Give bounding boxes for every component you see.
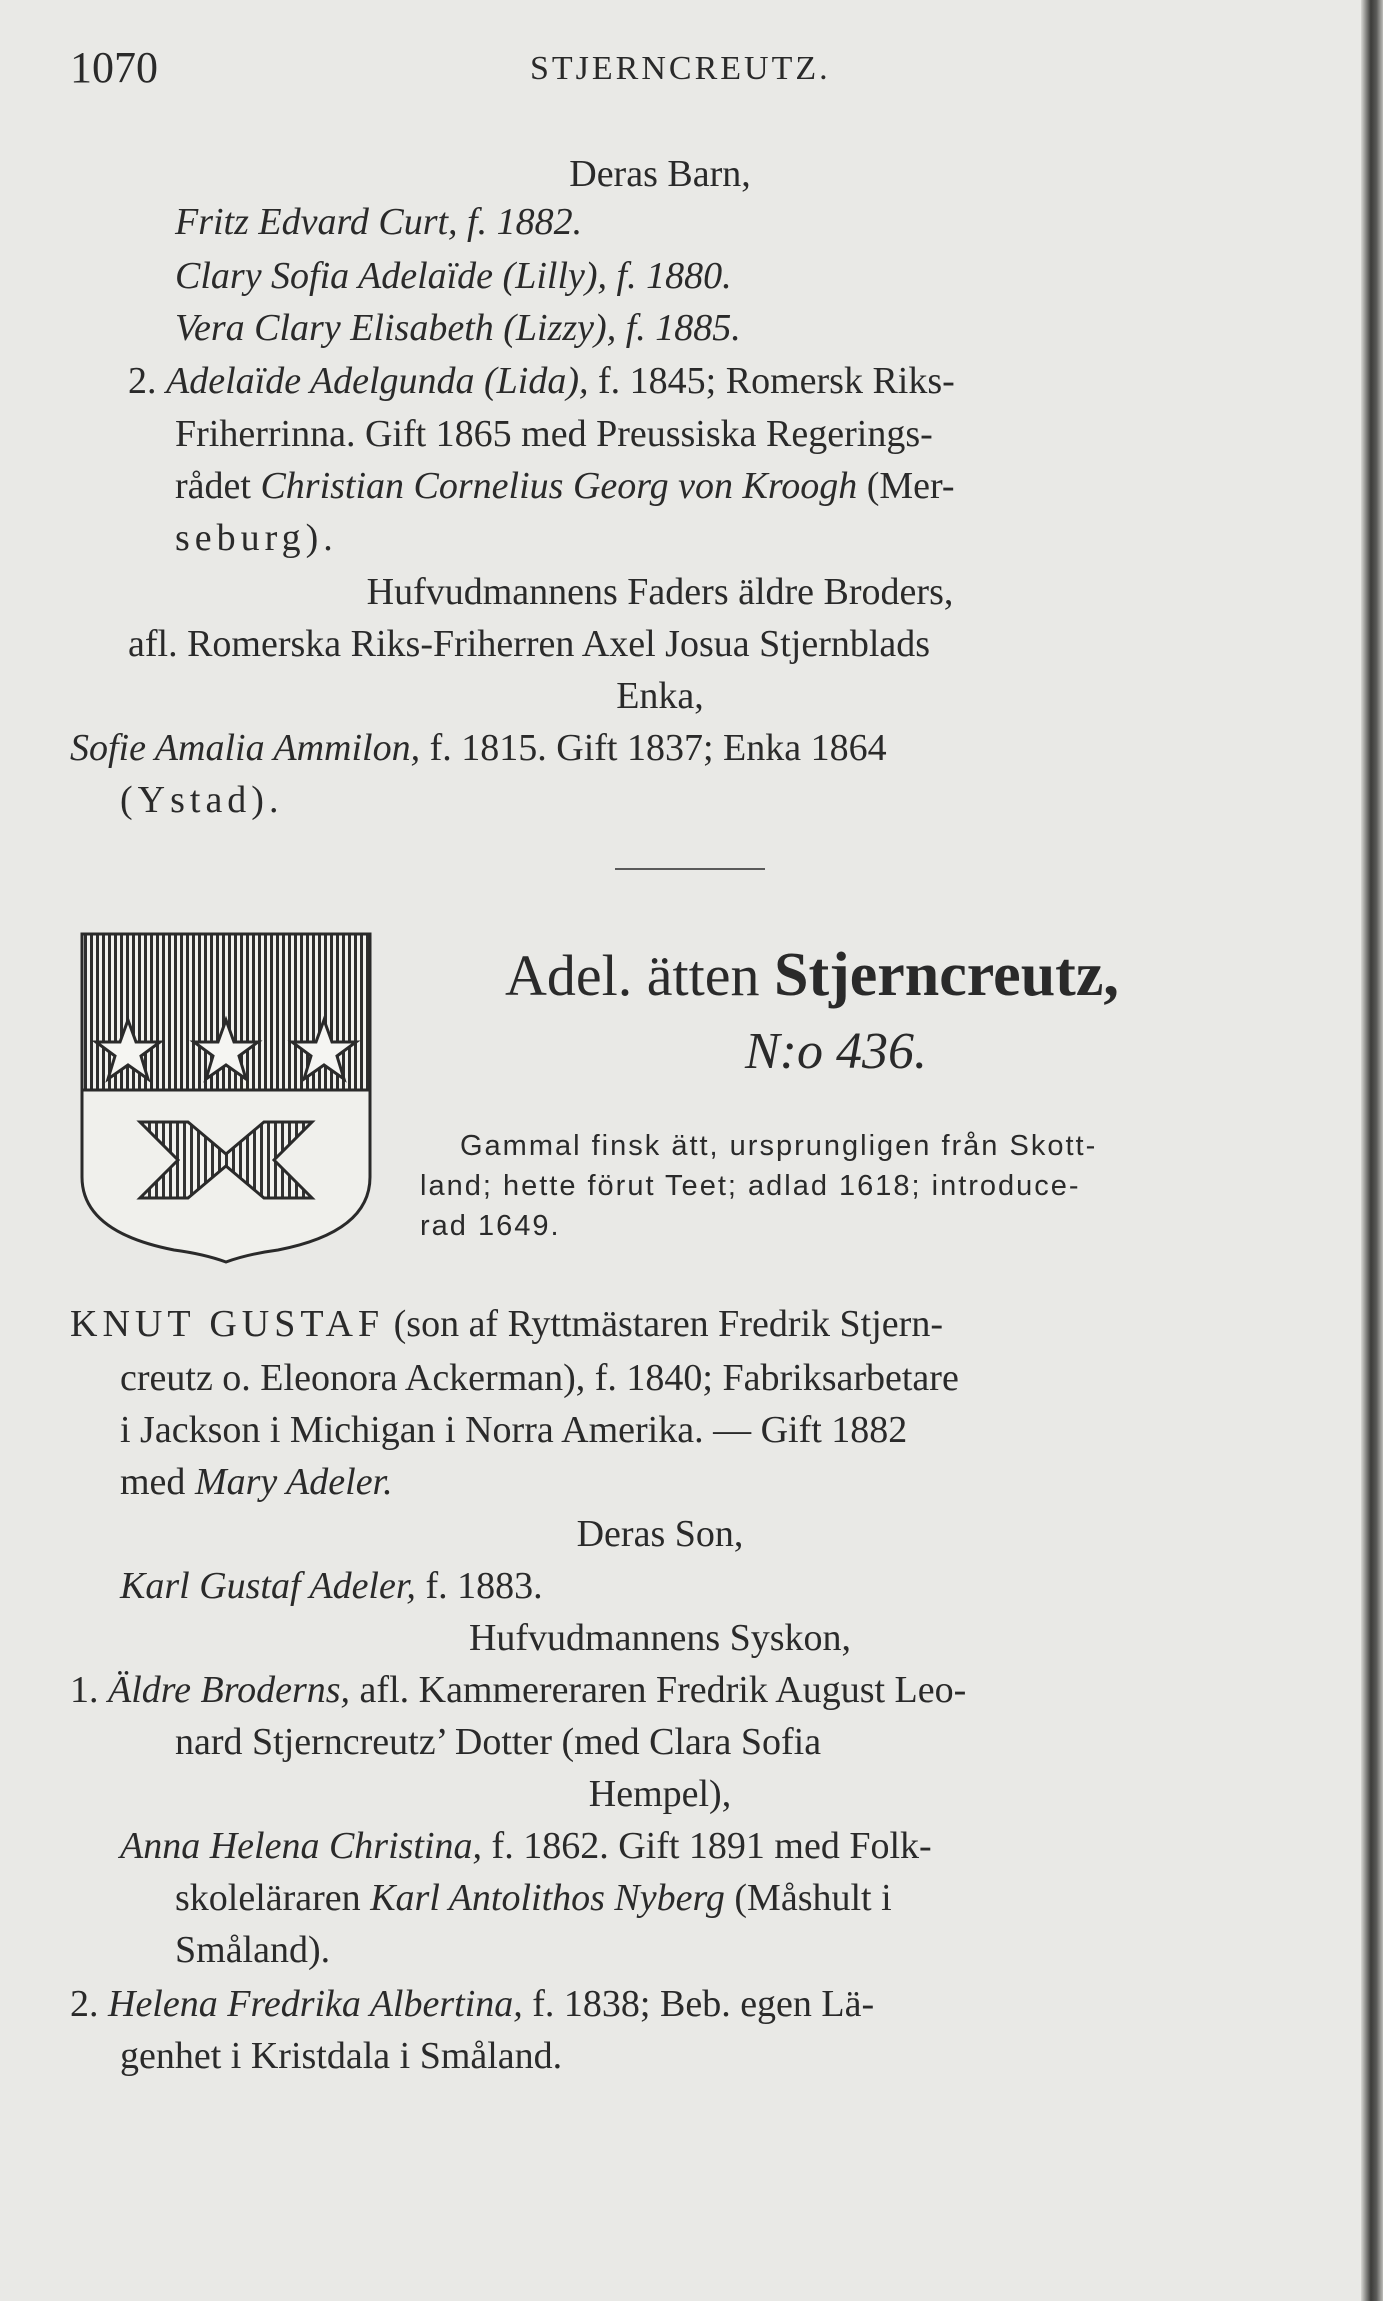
entry-text: (Måshult i xyxy=(734,1877,892,1919)
entry-line: afl. Romerska Riks-Friherren Axel Josua Stjernblads xyxy=(128,623,931,665)
item-number: 2. xyxy=(128,360,157,402)
page-header xyxy=(70,42,1300,92)
person-name: KNUT GUSTAF xyxy=(70,1303,385,1345)
person-name: Äldre Broderns, xyxy=(108,1669,351,1711)
page-number: 1070 xyxy=(70,43,158,92)
book-spine-edge xyxy=(1361,0,1383,2301)
entry-line: (Ystad). xyxy=(120,779,284,821)
entry-text: (Mer- xyxy=(866,465,955,507)
person-name: Adelaïde Adelgunda (Lida), xyxy=(166,360,589,402)
section-heading: Hufvudmannens Faders äldre Broders, xyxy=(366,571,954,613)
entry-line xyxy=(70,724,887,772)
section-heading: Deras Son, xyxy=(576,1513,744,1555)
family-name: Stjerncreutz, xyxy=(773,941,1119,1009)
item-number: 1. xyxy=(70,1669,99,1711)
entry-text: (son af Ryttmästaren Fredrik Stjern- xyxy=(393,1303,943,1345)
family-description: land; hette förut Teet; adlad 1618; introduce- xyxy=(420,1170,1081,1202)
person-name: Mary Adeler. xyxy=(194,1461,393,1503)
title-prefix: Adel. ätten xyxy=(505,943,760,1008)
entry-text: f. 1883. xyxy=(425,1565,543,1607)
entry-line: i Jackson i Michigan i Norra Amerika. — Gift 1882 xyxy=(120,1409,908,1451)
entry-line xyxy=(128,357,955,405)
section-heading: Hufvudmannens Syskon, xyxy=(468,1617,852,1659)
item-number: 2. xyxy=(70,1983,99,2025)
entry-line xyxy=(70,1666,966,1714)
entry-text: f. 1862. Gift 1891 med Folk- xyxy=(491,1825,932,1867)
entry-line: nard Stjerncreutz’ Dotter (med Clara Sofia xyxy=(175,1721,822,1763)
child-entry: Clary Sofia Adelaïde (Lilly), f. 1880. xyxy=(175,255,732,297)
entry-line: genhet i Kristdala i Småland. xyxy=(120,2035,563,2077)
entry-line xyxy=(120,1458,393,1506)
entry-line xyxy=(120,1562,543,1610)
person-name: Karl Gustaf Adeler, xyxy=(120,1565,416,1607)
person-name: Helena Fredrika Albertina, xyxy=(108,1983,523,2025)
entry-text: afl. Kammereraren Fredrik August Leo- xyxy=(359,1669,967,1711)
entry-text: f. 1815. Gift 1837; Enka 1864 xyxy=(429,727,887,769)
person-name: Anna Helena Christina, xyxy=(120,1825,483,1867)
family-title xyxy=(505,940,1119,1011)
family-description: Gammal finsk ätt, ursprungligen från Skott- xyxy=(460,1130,1098,1162)
person-name: Christian Cornelius Georg von Kroogh xyxy=(260,465,858,507)
children-heading: Deras Barn, xyxy=(569,153,751,195)
person-name: Sofie Amalia Ammilon, xyxy=(70,727,421,769)
running-head: STJERNCREUTZ. xyxy=(530,50,831,87)
entry-line xyxy=(175,1874,892,1922)
entry-text: f. 1838; Beb. egen Lä- xyxy=(532,1983,875,2025)
entry-line: seburg). xyxy=(175,517,338,559)
coat-of-arms-icon xyxy=(78,932,374,1264)
entry-line: Hempel), xyxy=(588,1773,732,1815)
section-divider xyxy=(615,868,765,870)
entry-line: Småland). xyxy=(175,1929,331,1971)
entry-text: skoleläraren xyxy=(175,1877,361,1919)
entry-text: med xyxy=(120,1461,186,1503)
family-number: N:o 436. xyxy=(745,1023,927,1080)
person-name: Karl Antolithos Nyberg xyxy=(370,1877,725,1919)
entry-text: rådet xyxy=(175,465,251,507)
entry-line xyxy=(70,1980,874,2028)
entry-line xyxy=(175,462,955,510)
child-entry: Fritz Edvard Curt, f. 1882. xyxy=(175,201,583,243)
entry-line xyxy=(70,1300,943,1348)
section-heading: Enka, xyxy=(616,675,704,717)
entry-line: creutz o. Eleonora Ackerman), f. 1840; Fabriksarbetare xyxy=(120,1357,959,1399)
entry-line: Friherrinna. Gift 1865 med Preussiska Regerings- xyxy=(175,413,933,455)
family-description: rad 1649. xyxy=(420,1210,561,1242)
entry-text: f. 1845; Romersk Riks- xyxy=(598,360,955,402)
entry-line xyxy=(120,1822,932,1870)
child-entry: Vera Clary Elisabeth (Lizzy), f. 1885. xyxy=(175,307,741,349)
